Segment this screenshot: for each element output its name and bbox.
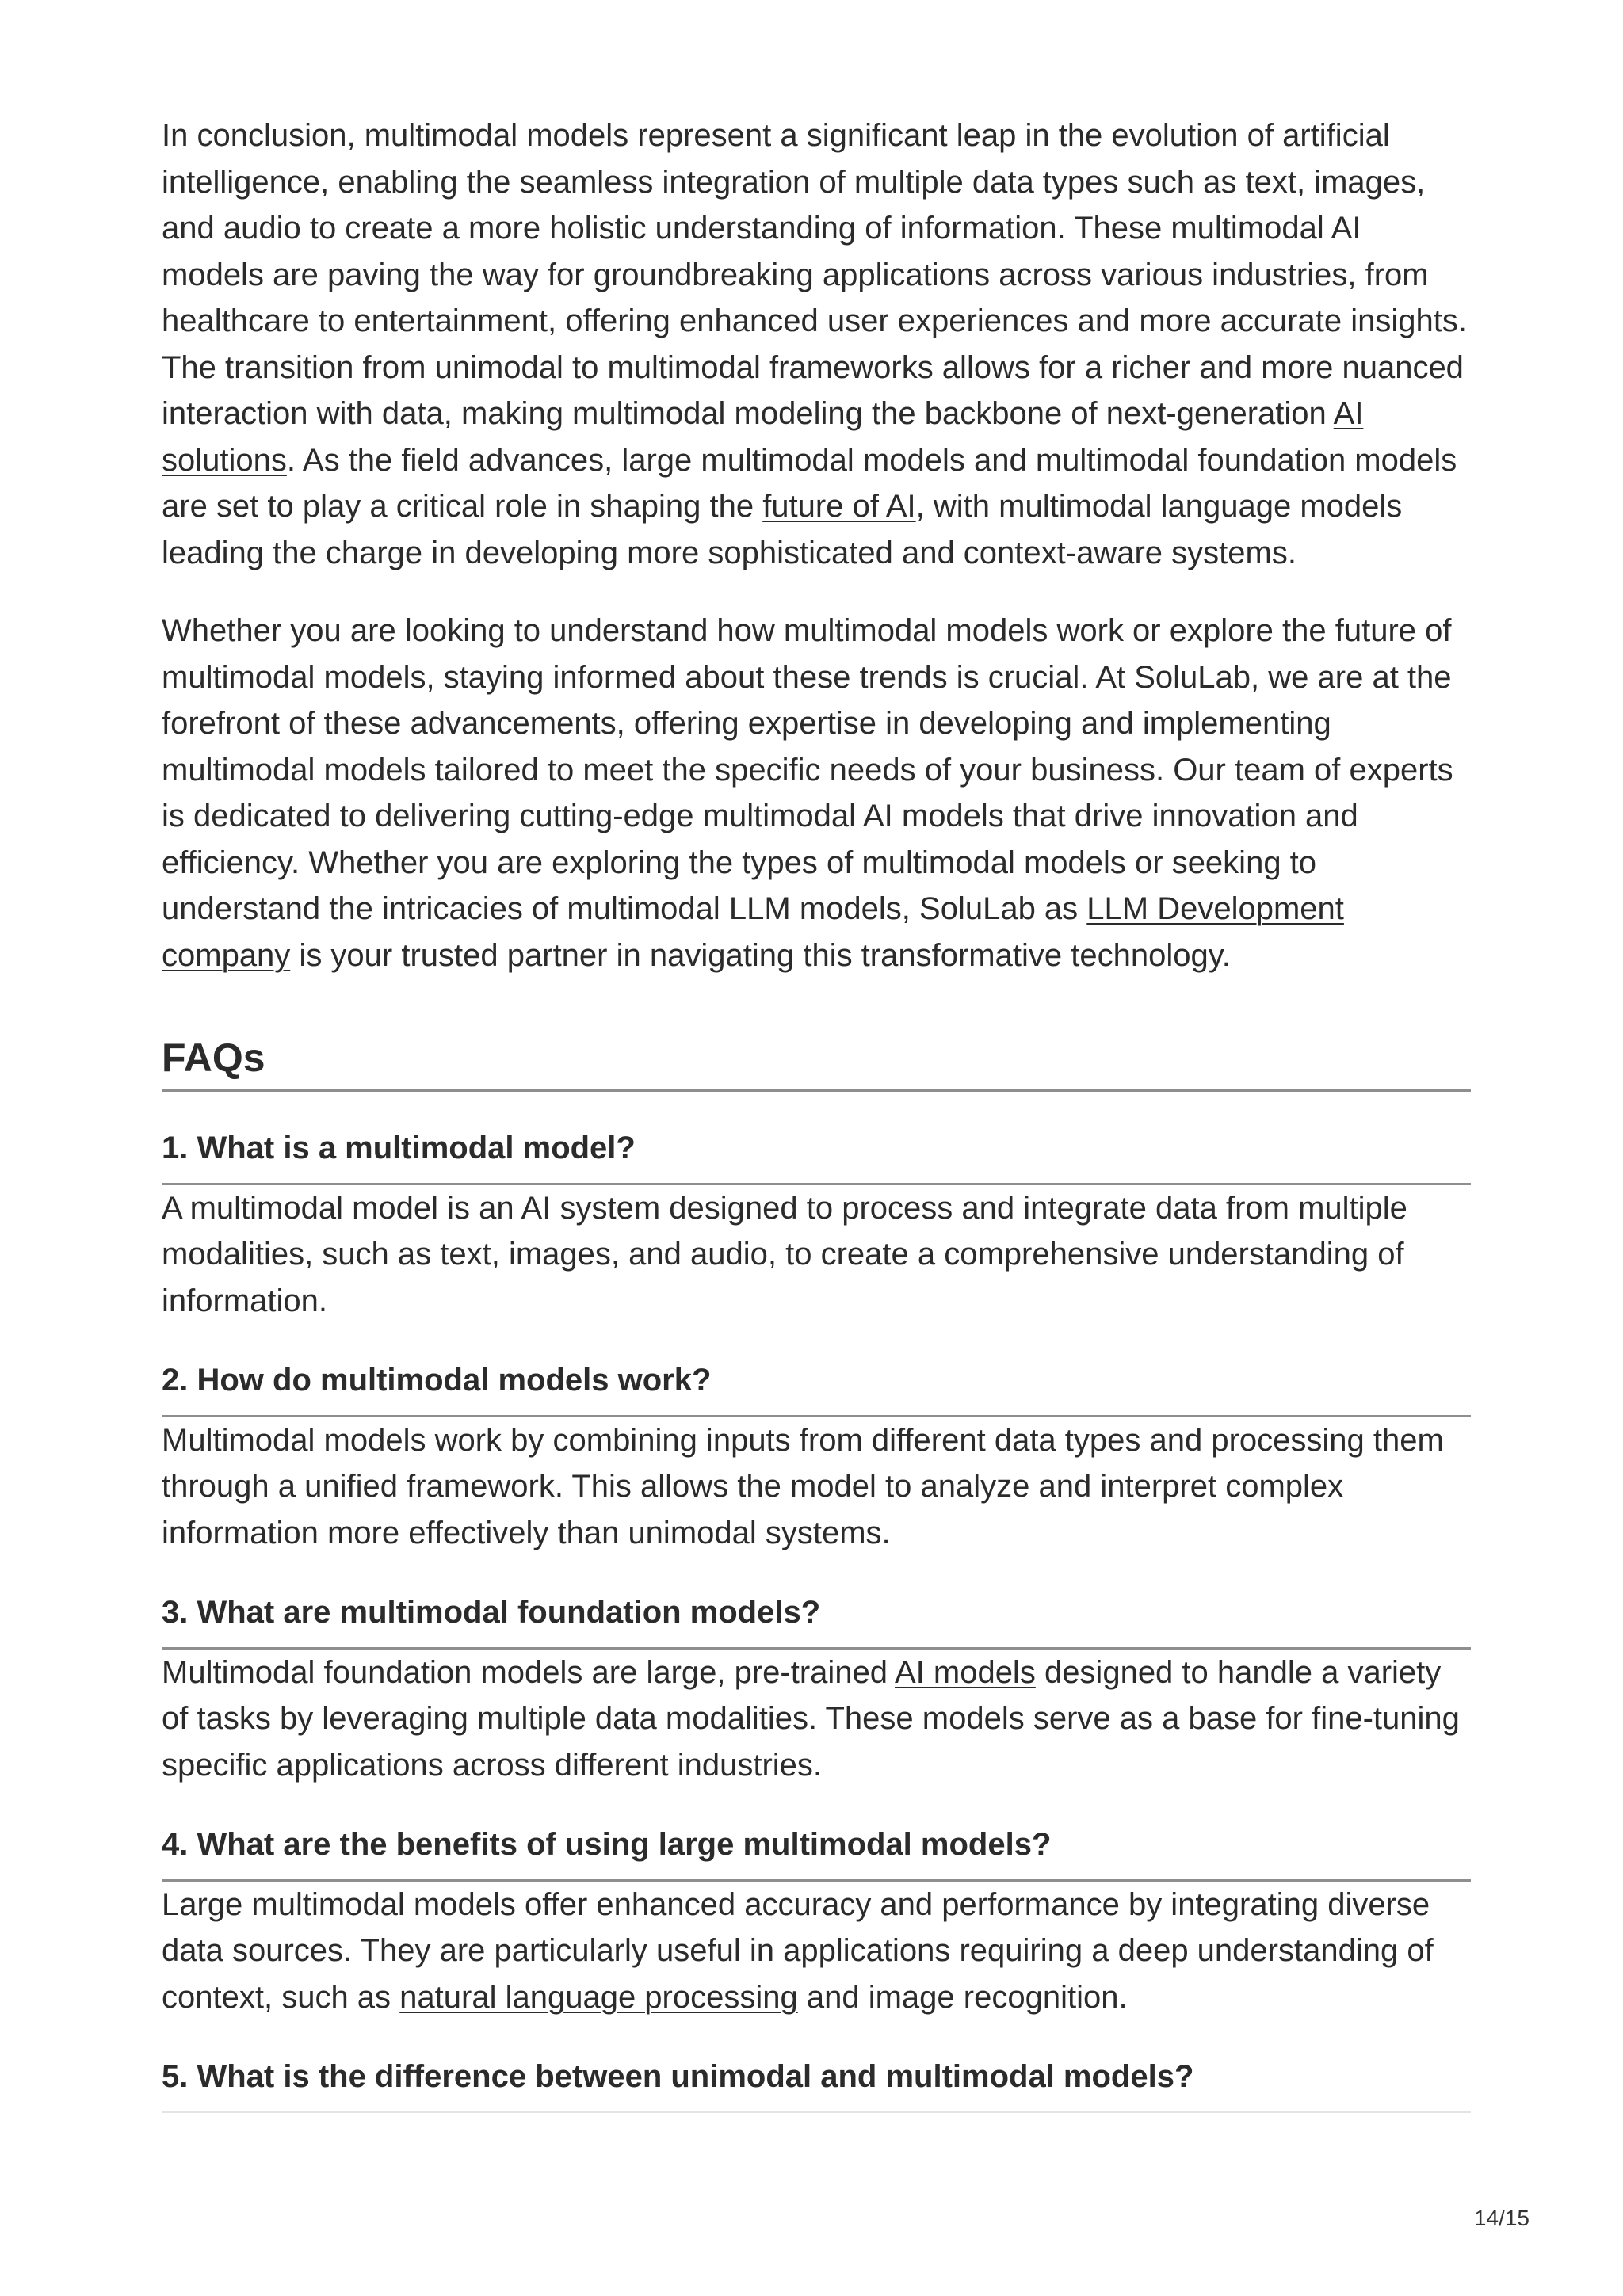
faq-answer-3 <box>162 1650 1471 1789</box>
faq-question-3: 3. What are multimodal foundation models? <box>162 1595 821 1630</box>
faq-question-1: 1. What is a multimodal model? <box>162 1131 636 1165</box>
ai-models-link[interactable]: AI models <box>894 1654 1036 1690</box>
conclusion-paragraph <box>162 113 1471 576</box>
ai-solutions-link[interactable]: AI solutions <box>162 396 1364 478</box>
natural-language-processing-link[interactable]: natural language processing <box>399 1979 798 2015</box>
faq-answer-2-text: Multimodal models work by combining inputs from different data types and processing them through a unified framework. This allows the model to analyze and interpret complex information more effectively than unimodal systems. <box>162 1422 1444 1550</box>
faq-answer-1-text: A multimodal model is an AI system designed to process and integrate data from multiple modalities, such as text, images, and audio, to create a comprehensive understanding of information. <box>162 1190 1407 1318</box>
faq-question-4: 4. What are the benefits of using large multimodal models? <box>162 1827 1052 1862</box>
faq-divider-5 <box>162 2111 1471 2113</box>
faq-answer-3-text-1: Multimodal foundation models are large, pre-trained <box>162 1654 895 1690</box>
faq-question-2: 2. How do multimodal models work? <box>162 1363 712 1398</box>
conclusion-text-1: In conclusion, multimodal models represent a significant leap in the evolution of artificial intelligence, enabling the seamless integration of multiple data types such as text, images, and audio to create a more holistic understanding of information. These multimodal AI models are paving the way for groundbreaking applications across various industries, from healthcare to entertainment, offering enhanced user experiences and more accurate insights. The transition from unimodal to multimodal frameworks allows for a richer and more nuanced interaction with data, making multimodal modeling the backbone of next-generation <box>162 118 1467 431</box>
faq-heading: FAQs <box>162 1035 265 1080</box>
faq-answer-4-text-1: Large multimodal models offer enhanced accuracy and performance by integrating diverse data sources. They are particularly useful in applications requiring a deep understanding of context, such as <box>162 1886 1434 2015</box>
faq-answer-2 <box>162 1417 1471 1557</box>
page-number: 14/15 <box>1473 2206 1529 2230</box>
llm-development-company-link[interactable]: LLM Development company <box>162 891 1344 973</box>
future-of-ai-link[interactable]: future of AI <box>762 489 916 524</box>
faq-answer-1 <box>162 1185 1471 1325</box>
faq-answer-4 <box>162 1882 1471 2021</box>
faq-answer-3-text-2: designed to handle a variety of tasks by leveraging multiple data modalities. These models serve as a base for fine-tuning specific applications across different industries. <box>162 1654 1460 1783</box>
solulab-paragraph <box>162 608 1471 978</box>
faq-question-5: 5. What is the difference between unimodal and multimodal models? <box>162 2059 1194 2094</box>
conclusion-text-3: , with multimodal language models leading the charge in developing more sophisticated and context-aware systems. <box>162 489 1403 570</box>
solulab-text-2: is your trusted partner in navigating this transformative technology. <box>290 937 1231 973</box>
solulab-text-1: Whether you are looking to understand how multimodal models work or explore the future of multimodal models, staying informed about these trends is crucial. At SoluLab, we are at the forefront of these advancements, offering expertise in developing and implementing multimodal models tailored to meet the specific needs of your business. Our team of experts is dedicated to delivering cutting-edge multimodal AI models that drive innovation and efficiency. Whether you are exploring the types of multimodal models or seeking to understand the intricacies of multimodal LLM models, SoluLab as <box>162 613 1453 926</box>
conclusion-text-2: . As the field advances, large multimodal models and multimodal foundation models are set to play a critical role in shaping the <box>162 442 1457 524</box>
article-content <box>162 113 1471 2113</box>
faq-heading-divider <box>162 1089 1471 1092</box>
faq-answer-4-text-2: and image recognition. <box>797 1979 1128 2015</box>
